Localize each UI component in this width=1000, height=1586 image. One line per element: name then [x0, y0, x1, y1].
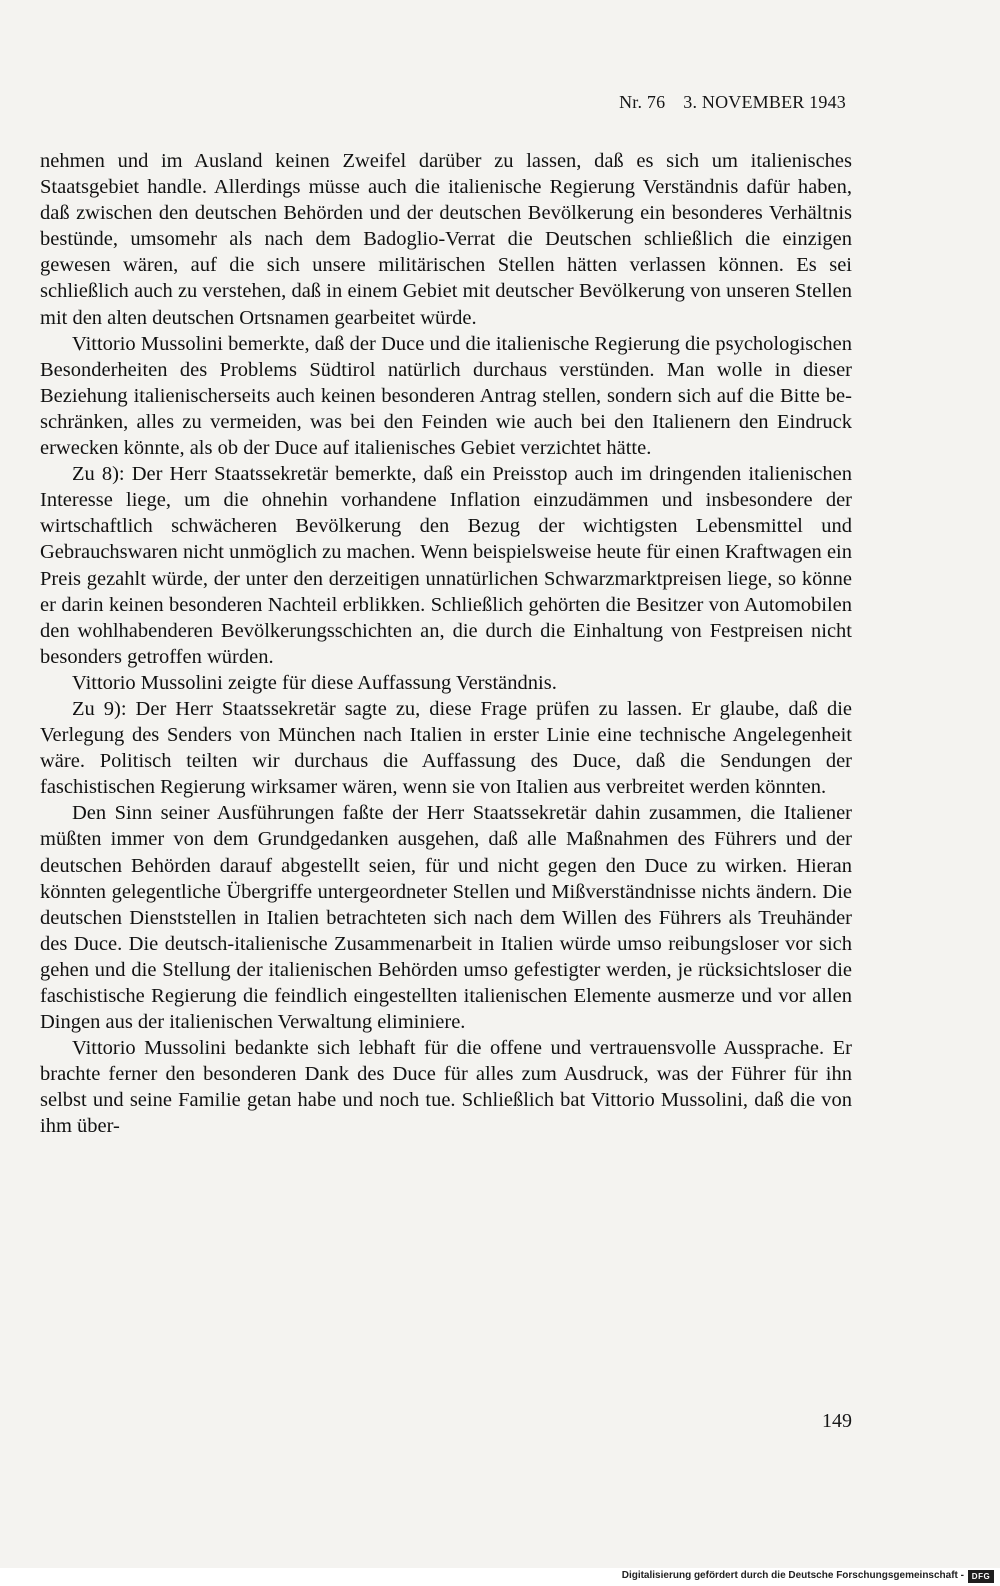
paragraph: Zu 8): Der Herr Staatssekretär bemerkte, daß ein Preisstop auch im dringenden italienischen Interesse liege, um die ohnehin vorhandene Inflation einzudämmen und insbesondere der wirtschaftlich schwächeren Bevölkerung den Bezug der wichtigsten Lebensmittel und Gebrauchswaren nicht unmöglich zu machen. Wenn beispielsweise heute für einen Kraftwagen ein Preis gezahlt würde, der unter den derzeitigen unnatürlichen Schwarzmarktpreisen liege, so könne er darin keinen besonderen Nachteil erblikken. Schließlich gehörten die Besitzer von Automobilen den wohlhabenderen Bevölkerungsschichten an, die durch die Einhaltung von Festpreisen nicht besonders getroffen würden. — [40, 463, 852, 668]
digitization-note: Digitalisierung gefördert durch die Deutsche Forschungsgemeinschaft - — [621, 1570, 964, 1581]
document-date: 3. NOVEMBER 1943 — [683, 92, 846, 112]
paragraph: Den Sinn seiner Ausführungen faßte der Herr Staatssekretär dahin zusammen, die Italiener müßten immer von dem Grundgedanken ausgehen, daß alle Maßnahmen des Führers und der deutschen Behörden darauf abgestellt seien, für und nicht gegen den Duce zu wirken. Hieran könnten gelegentliche Übergriffe untergeordneter Stellen und Mißverständnisse nichts ändern. Die deutschen Dienststellen in Italien betrachteten sich nach dem Willen des Führers als Treuhänder des Duce. Die deutsch-italienische Zusammenarbeit in Italien würde umso reibungsloser vor sich gehen und die Stellung der italienischen Behörden umso gefestigter werden, je rücksichtsloser die faschistische Regierung die feindlich eingestellten italienischen Elemente ausmerze und vor allen Dingen aus der italienischen Verwaltung eliminiere. — [40, 802, 852, 1034]
paragraph: Zu 9): Der Herr Staatssekretär sagte zu, diese Frage prüfen zu lassen. Er glaube, daß die Verlegung des Senders von München nach Italien in erster Linie eine technische Angelegenheit wäre. Politisch teilten wir durchaus die Auffassung des Duce, daß die Sendungen der faschistischen Regierung wirksamer wären, wenn sie von Italien aus verbreitet werden könnten. — [40, 697, 852, 799]
running-head — [40, 92, 846, 113]
document-number: Nr. 76 — [619, 92, 666, 112]
page-number: 149 — [822, 1410, 852, 1432]
body-text — [40, 148, 852, 1140]
paragraph: Vittorio Mussolini bedankte sich lebhaft für die offene und vertrauensvolle Aussprache. Er brachte ferner den besonderen Dank des Duce für alles zum Ausdruck, was der Führer für ihn selbst und seine Familie getan habe und noch tue. Schließlich bat Vittorio Mussolini, daß die von ihm über- — [40, 1037, 852, 1138]
dfg-logo: DFG — [968, 1570, 994, 1583]
paragraph: Vittorio Mussolini zeigte für diese Auffassung Verständnis. — [72, 671, 557, 694]
paragraph: Vittorio Mussolini bemerkte, daß der Duce und die italienische Regierung die psychologischen Besonderheiten des Problems Südtirol natürlich durchaus verstünden. Man wolle in dieser Beziehung italienischerseits auch keinen besonderen Antrag stellen, sondern sich auf die Bitte beschränken, alles zu vermeiden, was bei den Feinden wie auch bei den Italienern den Eindruck erwecken könnte, als ob der Duce auf italienisches Gebiet verzichtet hätte. — [40, 332, 852, 460]
paragraph: nehmen und im Ausland keinen Zweifel darüber zu lassen, daß es sich um italienisches Staatsgebiet handle. Allerdings müsse auch die italienische Regierung Verständnis dafür haben, daß zwischen den deutschen Behörden und der deutschen Bevölkerung ein besonderes Verhältnis bestünde, umsomehr als nach dem Badoglio-Verrat die Deutschen schließlich die einzigen gewesen wären, auf die sich unsere militärischen Stellen hätten verlassen können. Es sei schließlich auch zu verstehen, daß in einem Gebiet mit deutscher Bevölkerung von unseren Stellen mit den alten deutschen Ortsnamen gearbeitet würde. — [40, 150, 852, 329]
